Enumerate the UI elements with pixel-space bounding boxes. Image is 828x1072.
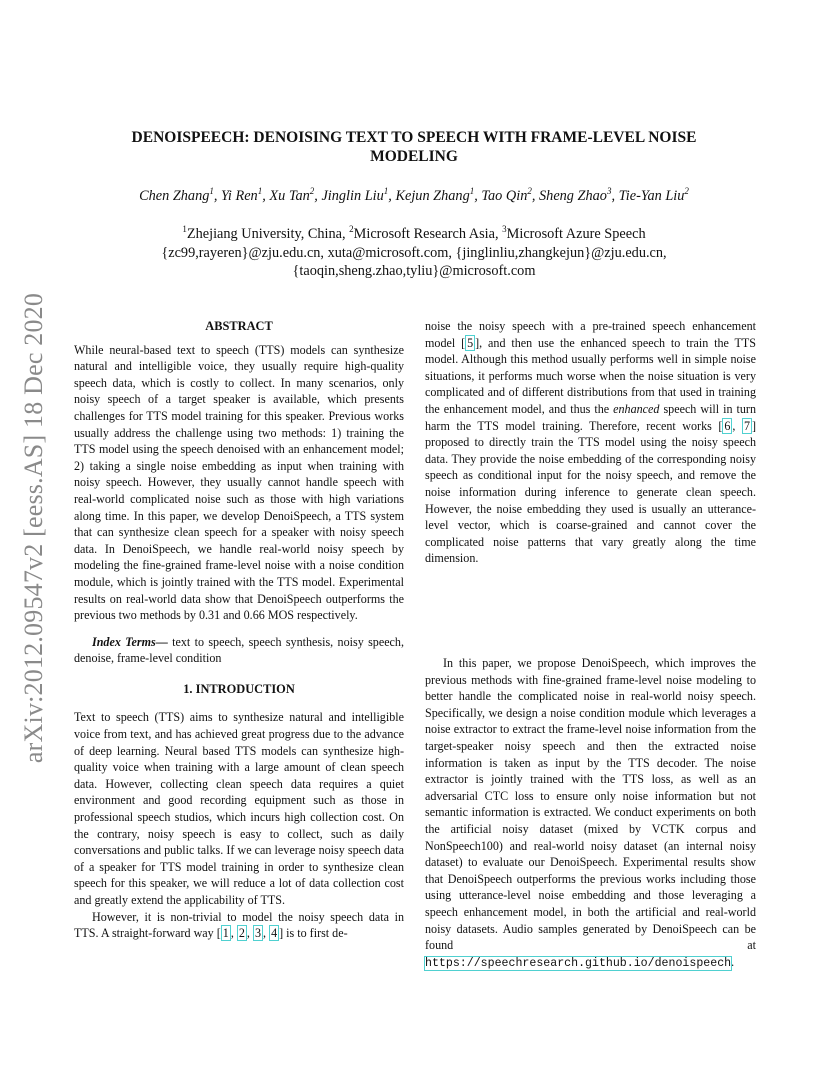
- intro-paragraph-1: Text to speech (TTS) aims to synthesize natural and intelligible voice from text, and has achieved great progress due to the advance of deep learning. Neural based TTS models can synthesize high-quality voice when training with a large amount of clean speech data. However, collecting clean speech data requires a quiet environment and good recording equipment such as those in professional speech studios, which incurs high collection cost. On the contrary, noisy speech is easy to collect, such as daily conversations and public talks. If we can leverage noisy speech data of a speaker for TTS model training in order to synthesize clean speech for this speaker, we will reduce a lot of data collection cost and greatly extend the applicability of TTS.: [74, 710, 404, 907]
- index-terms-label: Index Terms—: [92, 634, 168, 649]
- citation-link[interactable]: 6: [724, 418, 731, 433]
- right-column-top: [425, 318, 756, 567]
- author: Xu Tan$^2$: [269, 186, 315, 204]
- title-line-1: DENOISPEECH: DENOISING TEXT TO SPEECH WITH FRAME-LEVEL NOISE: [131, 129, 697, 146]
- left-column: [74, 318, 404, 942]
- author-list: Chen Zhang$^1$, Yi Ren$^1$, Xu Tan$^2$, Jinglin Liu$^1$, Kejun Zhang$^1$, Tao Qin$^2$, Sheng Zhao$^3$, Tie-Yan Liu$^2$: [139, 186, 689, 204]
- author: Chen Zhang$^1$: [139, 186, 214, 204]
- paper-title: [90, 128, 738, 166]
- author: Tie-Yan Liu$^2$: [618, 186, 689, 204]
- right-column-bottom: [425, 655, 756, 972]
- author: Kejun Zhang$^1$: [395, 186, 475, 204]
- citation-link[interactable]: 7: [743, 418, 750, 433]
- abstract-heading: ABSTRACT: [205, 319, 273, 333]
- citation-link[interactable]: 1: [222, 926, 229, 941]
- author: Jinglin Liu$^1$: [321, 186, 389, 204]
- title-line-2: MODELING: [370, 148, 458, 165]
- author: Sheng Zhao$^3$: [539, 186, 612, 204]
- citation-link[interactable]: 2: [238, 926, 245, 941]
- affiliations: [80, 225, 748, 281]
- author: Tao Qin$^2$: [481, 186, 532, 204]
- abstract-text: While neural-based text to speech (TTS) models can synthesize natural and intelligible voice, they usually require high-quality speech data, which is costly to collect. In many scenarios, only noisy speech of a target speaker is available, which presents challenges for TTS model training for this speaker. Previous works usually address the challenge using two methods: 1) training the TTS model using the speech denoised with an enhancement model; 2) taking a single noise embedding as input when training with noisy speech. However, they usually cannot handle speech with real-world complicated noise such as those with high variations along time. In this paper, we develop DenoiSpeech, a TTS system that can synthesize clean speech for a speaker with noisy speech data. In DenoiSpeech, we handle real-world noisy speech by modeling the fine-grained frame-level noise with a noise condition module, which is jointly trained with the TTS model. Experimental results on real-world data show that DenoiSpeech outperforms the previous two methods by 0.31 and 0.66 MOS respectively.: [74, 342, 404, 623]
- citation-link[interactable]: 3: [254, 926, 262, 941]
- arxiv-sidebar: [14, 278, 54, 778]
- author: Yi Ren$^1$: [221, 186, 263, 204]
- index-terms: Index Terms— text to speech, speech synthesis, noisy speech, denoise, frame-level condition: [74, 634, 404, 666]
- introduction-heading: 1. INTRODUCTION: [183, 681, 295, 696]
- email-line-2: {taoqin,sheng.zhao,tyliu}@microsoft.com: [292, 263, 536, 279]
- right-paragraph-2: In this paper, we propose DenoiSpeech, which improves the previous methods with fine-grained frame-level noise modeling to better handle the complicated noise in real-world noisy speech. Specifically, we design a noise condition module which leverages a noise extractor to extract the frame-level noise information from the target-speaker noisy speech and then the extracted noise information is taken as input by the TTS decoder. The noise extractor is jointly trained with the TTS loss, as well as an adversarial CTC loss to ensure only noise information but not semantic information is extracted. We conduct experiments on both the artificial noisy dataset (mixed by VCTK corpus and NonSpeech100) and real-world noisy dataset (an internal noisy dataset) to evaluate our DenoiSpeech. Experimental results show that DenoiSpeech outperforms the previous works including those using utterance-level noise embedding and those leveraging a speech enhancement model, in both the artificial and real-world noisy datasets. Audio samples generated by DenoiSpeech can be found at https://speechresearch.github.io/denoispeech.: [425, 656, 756, 970]
- citation-link[interactable]: 4: [271, 926, 278, 941]
- right-paragraph-1: noise the noisy speech with a pre-trained speech enhancement model [ 5 ], and then use the enhanced speech to train the TTS model. Although this method usually performs well in simple noise situations, it performs much worse when the noise situation is very complicated and of different distributions from that used in training the enhancement model, and thus the enhanced speech will in turn harm the TTS model training. Therefore, recent works [ 6 , 7 ] proposed to directly train the TTS model using the noisy speech data. They provide the noise embedding of the corresponding noisy speech as conditional input for the noisy speech, and remove the noise information during inference to generate clean speech. However, the noise embedding they used is usually an utterance-level vector, which is coarse-grained and cannot cover the complicated noise patterns that vary greatly along the time dimension.: [425, 319, 757, 566]
- affiliation-line: $^1$Zhejiang University, China, $^2$Microsoft Research Asia, $^3$Microsoft Azure Speech: [182, 224, 646, 242]
- arxiv-identifier: arXiv:2012.09547v2 [eess.AS] 18 Dec 2020: [19, 292, 48, 764]
- intro-paragraph-2: However, it is non-trivial to model the noisy speech data in TTS. A straight-forward way [ 1 , 2 , 3 , 4 ] is to first de-: [74, 909, 404, 941]
- citation-link[interactable]: 5: [467, 335, 474, 350]
- email-line-1: {zc99,rayeren}@zju.edu.cn, xuta@microsoft.com, {jinglinliu,zhangkejun}@zju.edu.cn,: [161, 244, 667, 261]
- demo-url-link[interactable]: https://speechresearch.github.io/denoispeech: [425, 956, 732, 970]
